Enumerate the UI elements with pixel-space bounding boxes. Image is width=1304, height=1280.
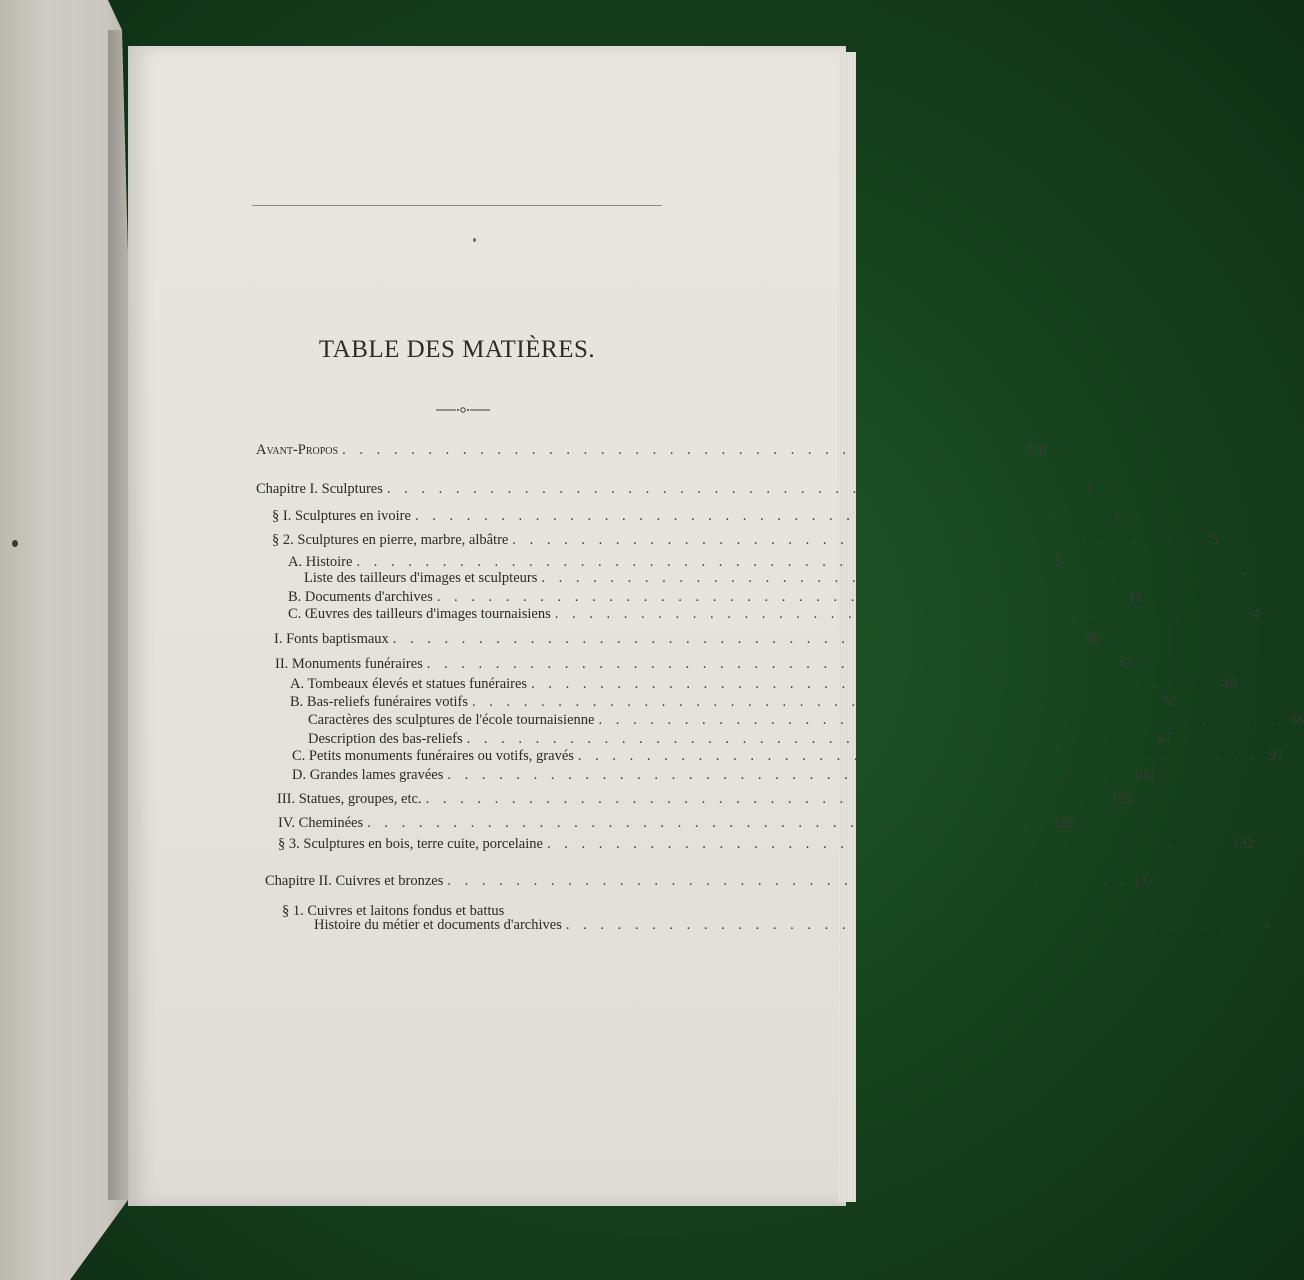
toc-entry-statues[interactable]: III. Statues, groupes, etc. . . . . . . . . . . . . . . . . . . . . . . . . . . . . . . . . . . . . . . . . 105 [277,791,1133,807]
toc-entry-histoire-metier[interactable]: Histoire du métier et documents d'archives . . . . . . . . . . . . . . . . . . . . . . . . . . . . . . . . . . . . . . . . » [314,917,1272,933]
toc-entry-tombeaux[interactable]: A. Tombeaux élevés et statues funéraires . . . . . . . . . . . . . . . . . . . . . . . . . . . . . . . . . . . . . . . . 48 [290,676,1237,692]
toc-entry-documents-archives[interactable]: B. Documents d'archives . . . . . . . . . . . . . . . . . . . . . . . . . . . . . . . . . . . . . . . . 11 [288,589,1143,605]
toc-entry-caracteres[interactable]: Caractères des sculptures de l'école tournaisienne . . . . . . . . . . . . . . . . . . . . . . . . . . . . . . . . . . . . . . . . 58 [308,712,1304,728]
toc-entry-cuivres-laitons[interactable]: § 1. Cuivres et laitons fondus et battus [282,903,505,919]
toc-entry-petits-monuments[interactable]: C. Petits monuments funéraires ou votifs, gravés . . . . . . . . . . . . . . . . . . . . . . . . . . . . . . . . . . . . . . . . 97 [292,748,1284,764]
toc-entry-section-2[interactable]: § 2. Sculptures en pierre, marbre, albâtre . . . . . . . . . . . . . . . . . . . . . . . . . . . . . . . . . . . . . . . . 5 [272,532,1218,548]
toc-entry-chapitre-1[interactable]: Chapitre I. Sculptures . . . . . . . . . . . . . . . . . . . . . . . . . . . . . . . . . . . . . . . . 1 [256,481,1093,497]
toc-entry-histoire[interactable]: A. Histoire . . . . . . . . . . . . . . . . . . . . . . . . . . . . . . . . . . . . . . . . 5 [288,554,1062,570]
toc-entry-avant-propos[interactable]: Avant-Propos . . . . . . . . . . . . . . . . . . . . . . . . . . . . . . . . . . . . . . . . VII [256,442,1048,458]
toc-entry-monuments-funeraires[interactable]: II. Monuments funéraires . . . . . . . . . . . . . . . . . . . . . . . . . . . . . . . . . . . . . . . . 47 [275,656,1133,672]
toc-entry-chapitre-2[interactable]: Chapitre II. Cuivres et bronzes . . . . . . . . . . . . . . . . . . . . . . . . . . . . . . . . . . . . . . . . 137 [265,873,1155,889]
toc-entry-section-1[interactable]: § I. Sculptures en ivoire . . . . . . . . . . . . . . . . . . . . . . . . . . . . . . . . . . . . . . . . 1 [272,508,1121,524]
toc-entry-liste-tailleurs[interactable]: Liste des tailleurs d'images et sculpteurs . . . . . . . . . . . . . . . . . . . . . . . . . . . . . . . . . . . . . . . . 7 [304,570,1247,586]
toc-entry-grandes-lames[interactable]: D. Grandes lames gravées . . . . . . . . . . . . . . . . . . . . . . . . . . . . . . . . . . . . . . . . 100 [292,767,1155,783]
toc-entry-section-3[interactable]: § 3. Sculptures en bois, terre cuite, porcelaine . . . . . . . . . . . . . . . . . . . . . . . . . . . . . . . . . . . . . . . . 132 [278,836,1255,852]
toc-entry-fonts-baptismaux[interactable]: I. Fonts baptismaux . . . . . . . . . . . . . . . . . . . . . . . . . . . . . . . . . . . . . . . . 38 [274,631,1099,647]
toc-entry-bas-reliefs[interactable]: B. Bas-reliefs funéraires votifs . . . . . . . . . . . . . . . . . . . . . . . . . . . . . . . . . . . . . . . . 55 [290,694,1178,710]
toc-entry-description-bas-reliefs[interactable]: Description des bas-reliefs . . . . . . . . . . . . . . . . . . . . . . . . . . . . . . . . . . . . . . . . 67 [308,731,1172,747]
toc-entry-oeuvres[interactable]: C. Œuvres des tailleurs d'images tournaisiens . . . . . . . . . . . . . . . . . . . . . . . . . . . . . . . . . . . . . . . . 34 [288,606,1261,622]
toc-entry-cheminees[interactable]: IV. Cheminées . . . . . . . . . . . . . . . . . . . . . . . . . . . . . . . . . . . . . . . . 127 [278,815,1075,831]
page-title: TABLE DES MATIÈRES. [318,336,596,363]
